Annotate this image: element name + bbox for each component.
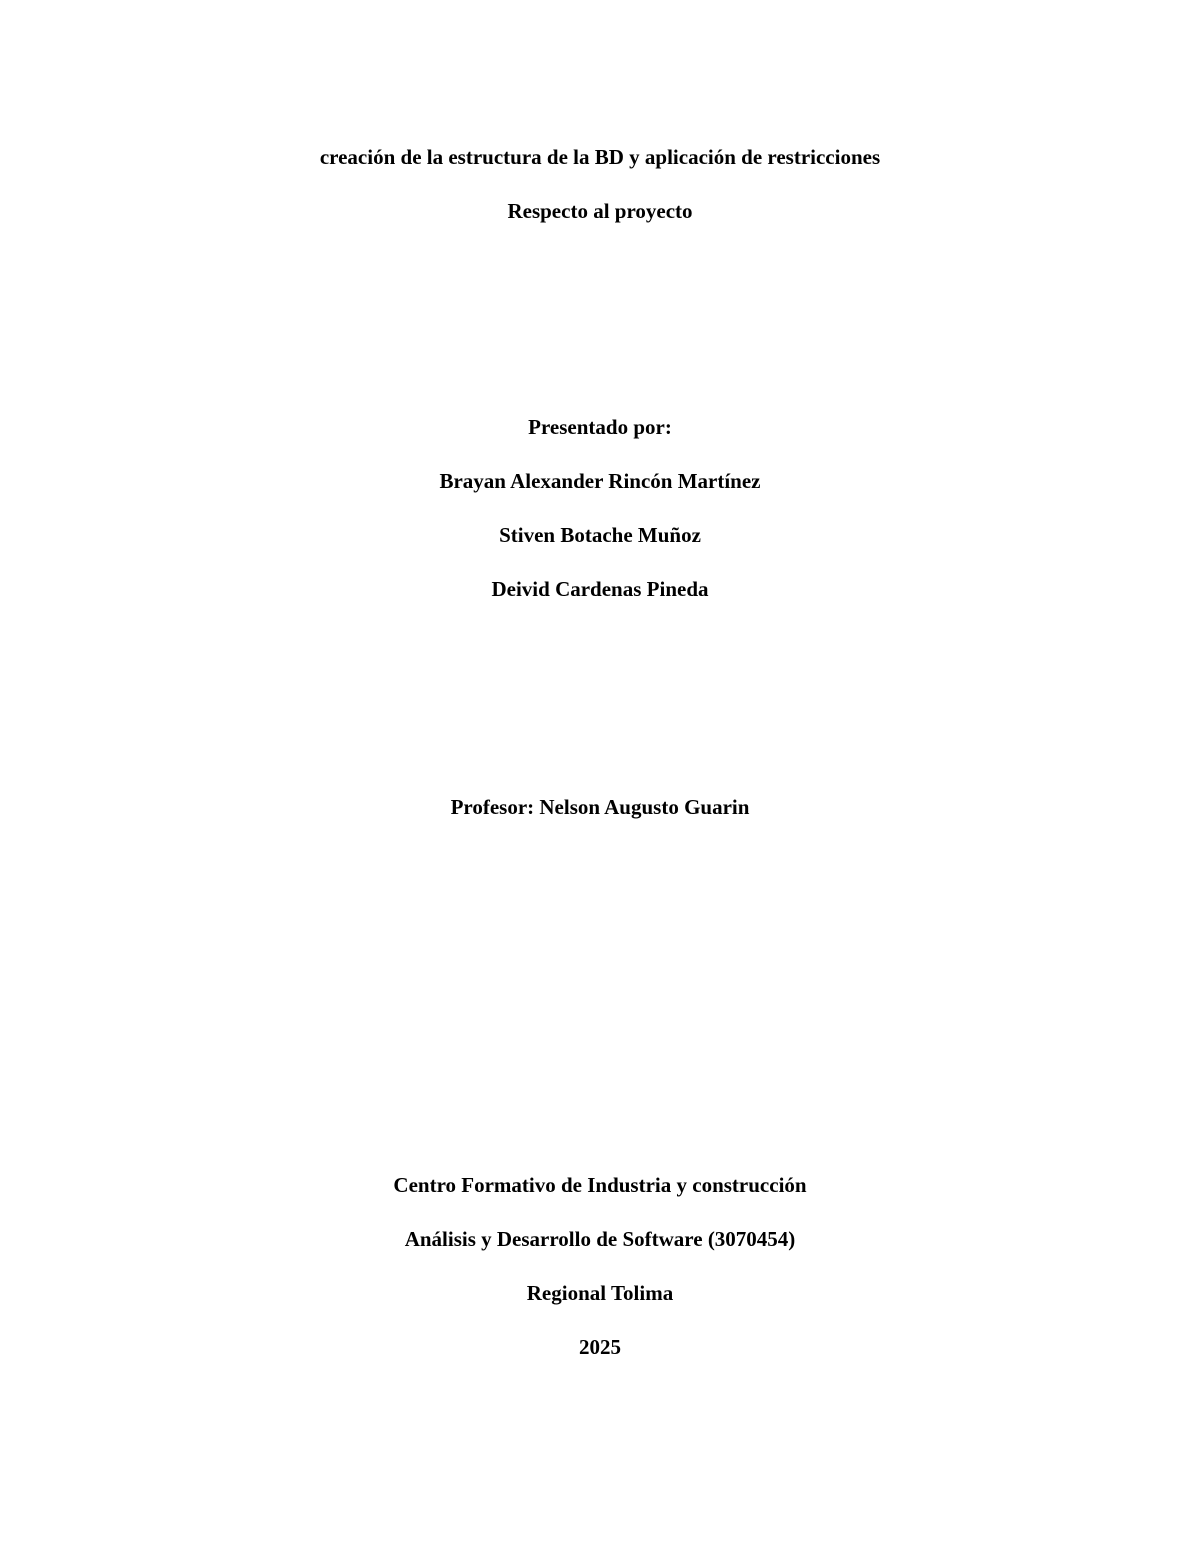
author-name: Deivid Cardenas Pineda <box>491 577 709 601</box>
regional-name: Regional Tolima <box>526 1281 674 1305</box>
author-name: Brayan Alexander Rincón Martínez <box>439 469 761 493</box>
professor-line: Profesor: Nelson Augusto Guarin <box>450 795 750 819</box>
program-name: Análisis y Desarrollo de Software (3070454) <box>404 1227 796 1251</box>
author-name: Stiven Botache Muñoz <box>499 523 701 547</box>
presented-by-label: Presentado por: <box>528 415 672 439</box>
document-year: 2025 <box>579 1335 621 1359</box>
training-center: Centro Formativo de Industria y construcción <box>393 1173 807 1197</box>
document-subtitle: Respecto al proyecto <box>507 199 693 223</box>
document-title: creación de la estructura de la BD y aplicación de restricciones <box>319 145 881 169</box>
